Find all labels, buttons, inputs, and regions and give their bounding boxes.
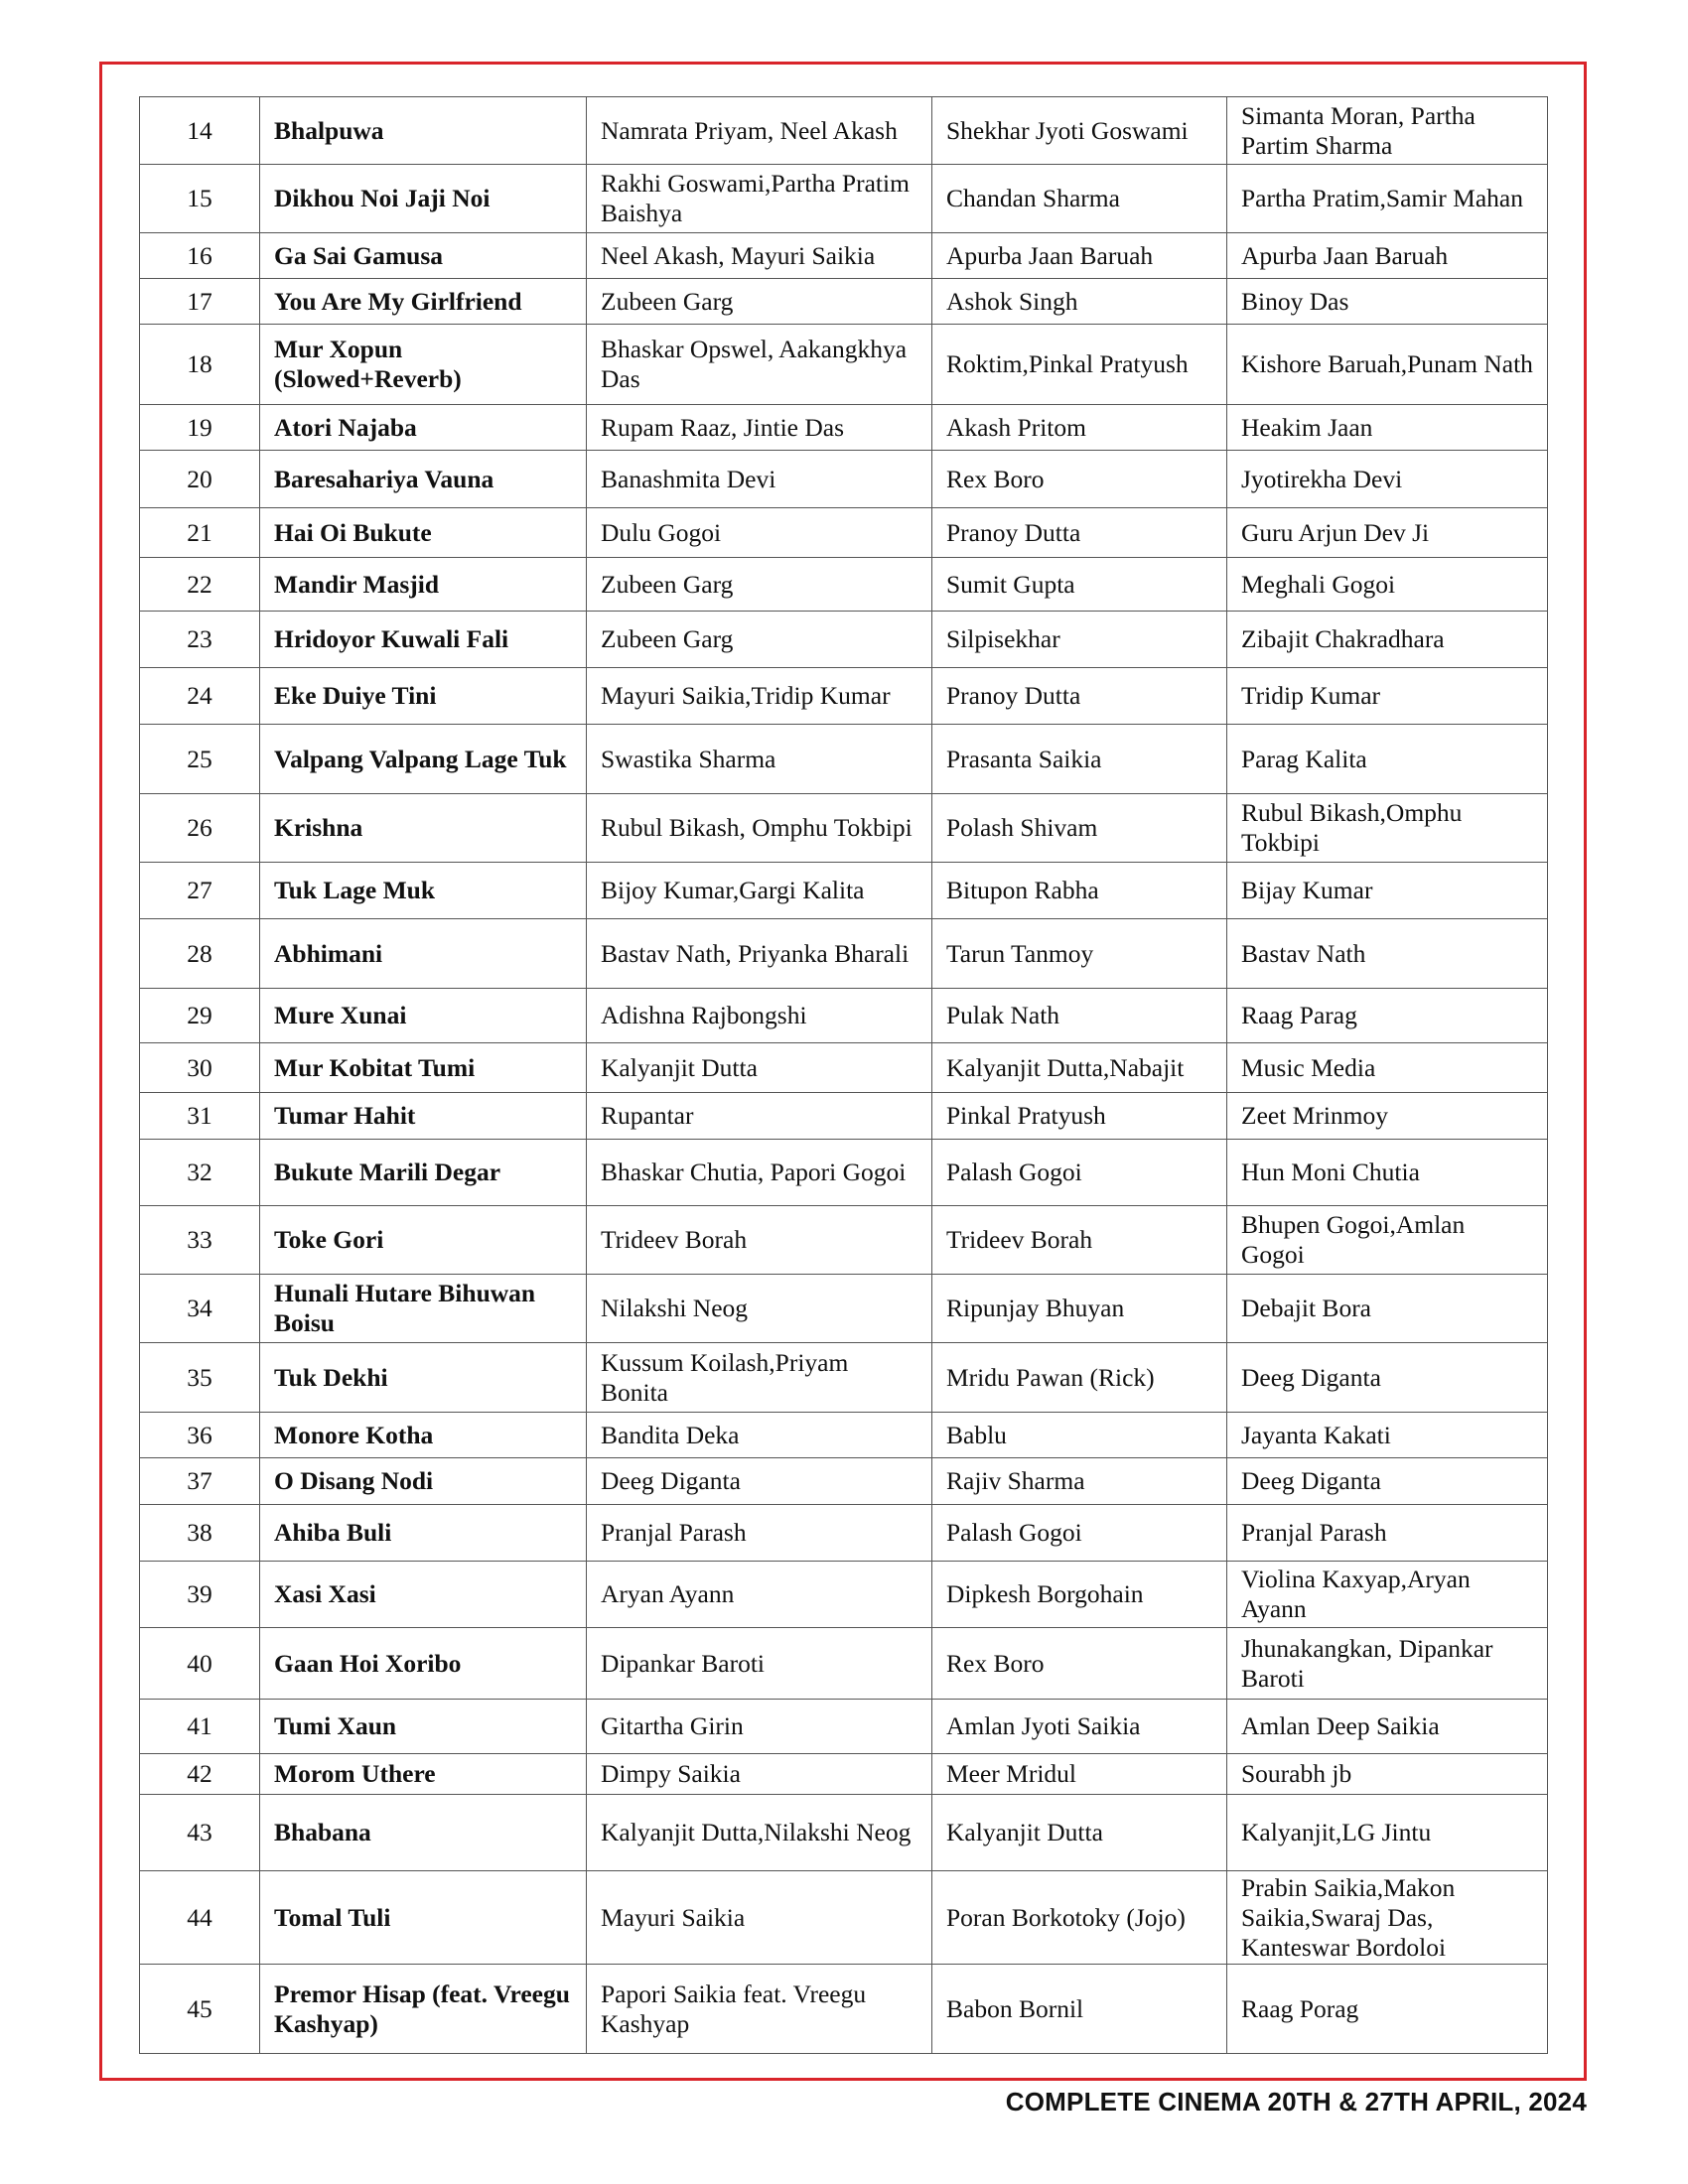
song-lyricist: Zibajit Chakradhara <box>1227 612 1548 668</box>
song-lyricist: Violina Kaxyap,Aryan Ayann <box>1227 1562 1548 1628</box>
song-lyricist: Simanta Moran, Partha Partim Sharma <box>1227 97 1548 165</box>
song-number: 30 <box>140 1043 260 1093</box>
song-title: Baresahariya Vauna <box>260 451 587 508</box>
song-composer: Roktim,Pinkal Pratyush <box>932 325 1227 405</box>
song-composer: Dipkesh Borgohain <box>932 1562 1227 1628</box>
song-number: 37 <box>140 1458 260 1505</box>
song-lyricist: Jhunakangkan, Dipankar Baroti <box>1227 1628 1548 1700</box>
table-row <box>140 508 1548 558</box>
song-number: 22 <box>140 558 260 612</box>
song-singers: Rakhi Goswami,Partha Pratim Baishya <box>587 165 932 233</box>
song-composer: Shekhar Jyoti Goswami <box>932 97 1227 165</box>
song-number: 26 <box>140 794 260 863</box>
song-lyricist: Guru Arjun Dev Ji <box>1227 508 1548 558</box>
song-singers: Zubeen Garg <box>587 558 932 612</box>
song-lyricist: Jyotirekha Devi <box>1227 451 1548 508</box>
song-number: 21 <box>140 508 260 558</box>
song-composer: Kalyanjit Dutta,Nabajit <box>932 1043 1227 1093</box>
song-lyricist: Kalyanjit,LG Jintu <box>1227 1795 1548 1871</box>
song-title: Tuk Lage Muk <box>260 863 587 919</box>
song-lyricist: Raag Parag <box>1227 989 1548 1043</box>
song-title: You Are My Girlfriend <box>260 279 587 325</box>
song-singers: Swastika Sharma <box>587 725 932 794</box>
song-number: 28 <box>140 919 260 989</box>
table-row <box>140 279 1548 325</box>
song-lyricist: Sourabh jb <box>1227 1754 1548 1795</box>
table-row <box>140 1206 1548 1275</box>
song-number: 41 <box>140 1700 260 1754</box>
song-title: Dikhou Noi Jaji Noi <box>260 165 587 233</box>
footer-caption: COMPLETE CINEMA 20TH & 27TH APRIL, 2024 <box>1005 2087 1587 2116</box>
song-lyricist: Partha Pratim,Samir Mahan <box>1227 165 1548 233</box>
song-number: 33 <box>140 1206 260 1275</box>
table-row <box>140 1965 1548 2054</box>
song-title: Hridoyor Kuwali Fali <box>260 612 587 668</box>
song-title: Premor Hisap (feat. Vreegu Kashyap) <box>260 1965 587 2054</box>
song-composer: Prasanta Saikia <box>932 725 1227 794</box>
song-singers: Aryan Ayann <box>587 1562 932 1628</box>
song-title: Atori Najaba <box>260 405 587 451</box>
song-singers: Dipankar Baroti <box>587 1628 932 1700</box>
table-row <box>140 725 1548 794</box>
song-number: 17 <box>140 279 260 325</box>
song-composer: Apurba Jaan Baruah <box>932 233 1227 279</box>
song-number: 14 <box>140 97 260 165</box>
song-singers: Zubeen Garg <box>587 612 932 668</box>
song-title: Xasi Xasi <box>260 1562 587 1628</box>
song-title: Ahiba Buli <box>260 1505 587 1562</box>
song-title: Eke Duiye Tini <box>260 668 587 725</box>
song-singers: Bhaskar Chutia, Papori Gogoi <box>587 1140 932 1206</box>
song-lyricist: Pranjal Parash <box>1227 1505 1548 1562</box>
song-lyricist: Jayanta Kakati <box>1227 1413 1548 1458</box>
song-number: 23 <box>140 612 260 668</box>
table-row <box>140 1754 1548 1795</box>
song-number: 25 <box>140 725 260 794</box>
table-row <box>140 1458 1548 1505</box>
song-singers: Mayuri Saikia,Tridip Kumar <box>587 668 932 725</box>
song-title: Tumi Xaun <box>260 1700 587 1754</box>
song-composer: Silpisekhar <box>932 612 1227 668</box>
song-composer: Rajiv Sharma <box>932 1458 1227 1505</box>
song-title: Hai Oi Bukute <box>260 508 587 558</box>
song-composer: Kalyanjit Dutta <box>932 1795 1227 1871</box>
table-row <box>140 919 1548 989</box>
song-composer: Polash Shivam <box>932 794 1227 863</box>
song-lyricist: Bijay Kumar <box>1227 863 1548 919</box>
table-row <box>140 1413 1548 1458</box>
song-composer: Bitupon Rabha <box>932 863 1227 919</box>
song-composer: Pulak Nath <box>932 989 1227 1043</box>
song-composer: Pinkal Pratyush <box>932 1093 1227 1140</box>
table-row <box>140 1628 1548 1700</box>
song-lyricist: Amlan Deep Saikia <box>1227 1700 1548 1754</box>
song-number: 15 <box>140 165 260 233</box>
song-singers: Dulu Gogoi <box>587 508 932 558</box>
song-title: Gaan Hoi Xoribo <box>260 1628 587 1700</box>
song-composer: Amlan Jyoti Saikia <box>932 1700 1227 1754</box>
song-title: Morom Uthere <box>260 1754 587 1795</box>
song-title: Bukute Marili Degar <box>260 1140 587 1206</box>
song-number: 39 <box>140 1562 260 1628</box>
table-row <box>140 794 1548 863</box>
song-composer: Meer Mridul <box>932 1754 1227 1795</box>
song-composer: Palash Gogoi <box>932 1505 1227 1562</box>
song-singers: Gitartha Girin <box>587 1700 932 1754</box>
song-composer: Rex Boro <box>932 451 1227 508</box>
song-title: Bhalpuwa <box>260 97 587 165</box>
song-lyricist: Heakim Jaan <box>1227 405 1548 451</box>
song-lyricist: Rubul Bikash,Omphu Tokbipi <box>1227 794 1548 863</box>
song-singers: Zubeen Garg <box>587 279 932 325</box>
song-number: 32 <box>140 1140 260 1206</box>
song-title: Krishna <box>260 794 587 863</box>
song-composer: Sumit Gupta <box>932 558 1227 612</box>
table-row <box>140 863 1548 919</box>
table-row <box>140 1562 1548 1628</box>
song-composer: Pranoy Dutta <box>932 508 1227 558</box>
song-number: 24 <box>140 668 260 725</box>
song-lyricist: Tridip Kumar <box>1227 668 1548 725</box>
song-composer: Babon Bornil <box>932 1965 1227 2054</box>
song-lyricist: Prabin Saikia,Makon Saikia,Swaraj Das, Kanteswar Bordoloi <box>1227 1871 1548 1965</box>
table-row <box>140 1795 1548 1871</box>
table-row <box>140 1343 1548 1413</box>
song-singers: Bastav Nath, Priyanka Bharali <box>587 919 932 989</box>
table-row <box>140 989 1548 1043</box>
table-row <box>140 558 1548 612</box>
song-title: Mandir Masjid <box>260 558 587 612</box>
song-lyricist: Bhupen Gogoi,Amlan Gogoi <box>1227 1206 1548 1275</box>
song-title: Tomal Tuli <box>260 1871 587 1965</box>
table-row <box>140 451 1548 508</box>
song-singers: Namrata Priyam, Neel Akash <box>587 97 932 165</box>
song-lyricist: Binoy Das <box>1227 279 1548 325</box>
table-row <box>140 97 1548 165</box>
song-lyricist: Deeg Diganta <box>1227 1343 1548 1413</box>
song-composer: Bablu <box>932 1413 1227 1458</box>
song-lyricist: Parag Kalita <box>1227 725 1548 794</box>
song-title: Monore Kotha <box>260 1413 587 1458</box>
songs-table <box>139 96 1548 2054</box>
song-composer: Mridu Pawan (Rick) <box>932 1343 1227 1413</box>
song-number: 45 <box>140 1965 260 2054</box>
song-title: Mur Kobitat Tumi <box>260 1043 587 1093</box>
song-lyricist: Zeet Mrinmoy <box>1227 1093 1548 1140</box>
song-singers: Rupam Raaz, Jintie Das <box>587 405 932 451</box>
song-title: Mure Xunai <box>260 989 587 1043</box>
song-lyricist: Hun Moni Chutia <box>1227 1140 1548 1206</box>
song-number: 27 <box>140 863 260 919</box>
song-number: 34 <box>140 1275 260 1343</box>
table-row <box>140 1275 1548 1343</box>
table-row <box>140 668 1548 725</box>
song-number: 38 <box>140 1505 260 1562</box>
song-singers: Rupantar <box>587 1093 932 1140</box>
table-row <box>140 1093 1548 1140</box>
song-number: 19 <box>140 405 260 451</box>
table-row <box>140 325 1548 405</box>
song-number: 43 <box>140 1795 260 1871</box>
song-singers: Kussum Koilash,Priyam Bonita <box>587 1343 932 1413</box>
song-composer: Rex Boro <box>932 1628 1227 1700</box>
song-title: Tuk Dekhi <box>260 1343 587 1413</box>
song-lyricist: Meghali Gogoi <box>1227 558 1548 612</box>
song-lyricist: Deeg Diganta <box>1227 1458 1548 1505</box>
song-title: Bhabana <box>260 1795 587 1871</box>
song-title: Toke Gori <box>260 1206 587 1275</box>
song-composer: Poran Borkotoky (Jojo) <box>932 1871 1227 1965</box>
song-title: Valpang Valpang Lage Tuk <box>260 725 587 794</box>
table-row <box>140 1700 1548 1754</box>
table-row <box>140 1505 1548 1562</box>
song-singers: Adishna Rajbongshi <box>587 989 932 1043</box>
song-lyricist: Debajit Bora <box>1227 1275 1548 1343</box>
song-title: Hunali Hutare Bihuwan Boisu <box>260 1275 587 1343</box>
song-title: Abhimani <box>260 919 587 989</box>
song-number: 36 <box>140 1413 260 1458</box>
song-singers: Rubul Bikash, Omphu Tokbipi <box>587 794 932 863</box>
song-singers: Bhaskar Opswel, Aakangkhya Das <box>587 325 932 405</box>
song-singers: Banashmita Devi <box>587 451 932 508</box>
song-singers: Bandita Deka <box>587 1413 932 1458</box>
song-singers: Bijoy Kumar,Gargi Kalita <box>587 863 932 919</box>
song-singers: Trideev Borah <box>587 1206 932 1275</box>
table-row <box>140 405 1548 451</box>
song-composer: Tarun Tanmoy <box>932 919 1227 989</box>
song-singers: Papori Saikia feat. Vreegu Kashyap <box>587 1965 932 2054</box>
song-number: 35 <box>140 1343 260 1413</box>
table-row <box>140 1043 1548 1093</box>
song-composer: Ashok Singh <box>932 279 1227 325</box>
song-number: 16 <box>140 233 260 279</box>
song-composer: Pranoy Dutta <box>932 668 1227 725</box>
song-singers: Kalyanjit Dutta <box>587 1043 932 1093</box>
song-number: 20 <box>140 451 260 508</box>
song-composer: Ripunjay Bhuyan <box>932 1275 1227 1343</box>
song-number: 40 <box>140 1628 260 1700</box>
song-composer: Chandan Sharma <box>932 165 1227 233</box>
song-singers: Pranjal Parash <box>587 1505 932 1562</box>
song-composer: Trideev Borah <box>932 1206 1227 1275</box>
song-number: 42 <box>140 1754 260 1795</box>
song-title: Tumar Hahit <box>260 1093 587 1140</box>
table-row <box>140 165 1548 233</box>
table-row <box>140 612 1548 668</box>
song-number: 18 <box>140 325 260 405</box>
song-singers: Deeg Diganta <box>587 1458 932 1505</box>
song-singers: Neel Akash, Mayuri Saikia <box>587 233 932 279</box>
song-singers: Kalyanjit Dutta,Nilakshi Neog <box>587 1795 932 1871</box>
song-number: 31 <box>140 1093 260 1140</box>
song-singers: Dimpy Saikia <box>587 1754 932 1795</box>
table-row <box>140 1140 1548 1206</box>
song-lyricist: Raag Porag <box>1227 1965 1548 2054</box>
song-number: 29 <box>140 989 260 1043</box>
song-composer: Palash Gogoi <box>932 1140 1227 1206</box>
song-lyricist: Music Media <box>1227 1043 1548 1093</box>
song-title: Ga Sai Gamusa <box>260 233 587 279</box>
song-lyricist: Kishore Baruah,Punam Nath <box>1227 325 1548 405</box>
song-singers: Nilakshi Neog <box>587 1275 932 1343</box>
table-row <box>140 1871 1548 1965</box>
table-row <box>140 233 1548 279</box>
song-number: 44 <box>140 1871 260 1965</box>
table-body <box>140 97 1548 2054</box>
song-lyricist: Bastav Nath <box>1227 919 1548 989</box>
song-lyricist: Apurba Jaan Baruah <box>1227 233 1548 279</box>
song-composer: Akash Pritom <box>932 405 1227 451</box>
song-title: O Disang Nodi <box>260 1458 587 1505</box>
song-title: Mur Xopun (Slowed+Reverb) <box>260 325 587 405</box>
song-singers: Mayuri Saikia <box>587 1871 932 1965</box>
